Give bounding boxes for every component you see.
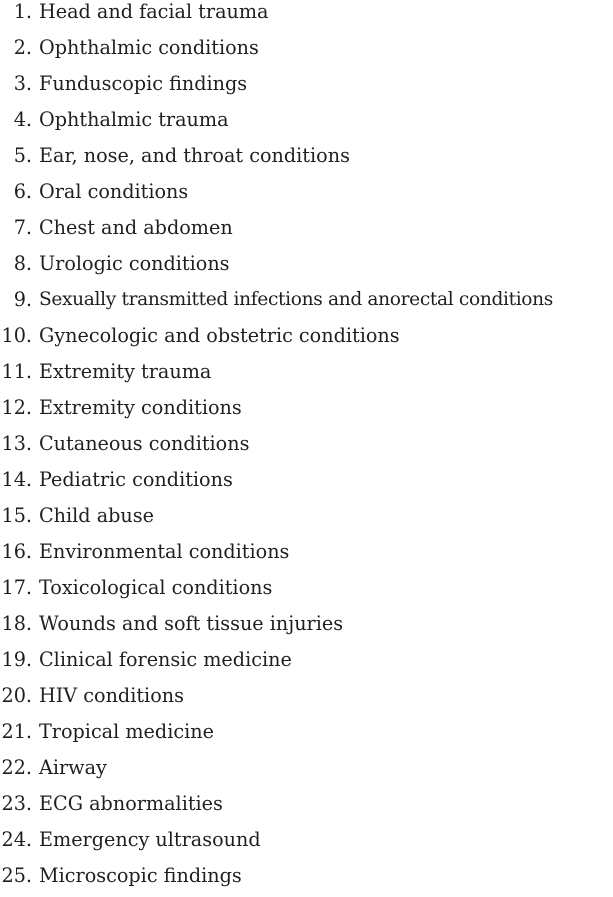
list-item — [0, 678, 613, 714]
list-item — [0, 606, 613, 642]
item-number: 11. — [1, 360, 32, 383]
item-number: 15. — [1, 504, 32, 527]
item-label: ECG abnormalities — [39, 792, 223, 815]
item-label: Urologic conditions — [39, 252, 230, 275]
list-item — [0, 138, 613, 174]
item-number: 18. — [1, 612, 32, 635]
item-number: 2. — [13, 36, 32, 59]
item-label: Oral conditions — [39, 180, 189, 203]
item-number: 5. — [13, 144, 32, 167]
item-label: Tropical medicine — [39, 720, 214, 743]
list-item — [0, 534, 613, 570]
item-label: Wounds and soft tissue injuries — [39, 612, 344, 635]
item-label: Extremity conditions — [39, 396, 242, 419]
item-number: 12. — [1, 396, 32, 419]
list-item — [0, 822, 613, 858]
item-number: 20. — [1, 684, 32, 707]
item-number: 16. — [1, 540, 32, 563]
list-item — [0, 210, 613, 246]
item-label: Extremity trauma — [39, 360, 212, 383]
item-label: Environmental conditions — [39, 540, 290, 563]
item-number: 22. — [1, 756, 32, 779]
list-item — [0, 318, 613, 354]
item-label: Child abuse — [39, 504, 154, 527]
item-number: 1. — [13, 0, 32, 23]
item-label: Airway — [39, 756, 107, 779]
item-label: Ophthalmic trauma — [39, 108, 229, 131]
item-number: 7. — [13, 216, 32, 239]
item-number: 19. — [1, 648, 32, 671]
list-item — [0, 0, 613, 30]
list-item — [0, 786, 613, 822]
list-item — [0, 462, 613, 498]
item-number: 23. — [1, 792, 32, 815]
list-item — [0, 66, 613, 102]
item-label: Chest and abdomen — [39, 216, 233, 239]
item-label: Microscopic findings — [39, 864, 242, 887]
item-number: 4. — [13, 108, 32, 131]
item-label: Clinical forensic medicine — [39, 648, 292, 671]
item-number: 14. — [1, 468, 32, 491]
item-label: Toxicological conditions — [39, 576, 273, 599]
list-item — [0, 426, 613, 462]
item-number: 6. — [13, 180, 32, 203]
item-label: Cutaneous conditions — [39, 432, 250, 455]
item-label: Ophthalmic conditions — [39, 36, 259, 59]
item-number: 21. — [1, 720, 32, 743]
list-item — [0, 642, 613, 678]
list-item — [0, 30, 613, 66]
item-number: 25. — [1, 864, 32, 887]
list-item — [0, 390, 613, 426]
list-item — [0, 354, 613, 390]
item-label: HIV conditions — [39, 684, 184, 707]
item-number: 3. — [13, 72, 32, 95]
list-item — [0, 282, 613, 318]
list-item — [0, 498, 613, 534]
item-number: 9. — [13, 288, 32, 311]
item-label: Funduscopic findings — [39, 72, 248, 95]
list-item — [0, 858, 613, 894]
list-item — [0, 714, 613, 750]
item-number: 17. — [1, 576, 32, 599]
item-label: Sexually transmitted infections and anorectal conditions — [39, 289, 553, 310]
item-label: Ear, nose, and throat conditions — [39, 144, 350, 167]
item-number: 24. — [1, 828, 32, 851]
list-item — [0, 750, 613, 786]
item-label: Head and facial trauma — [39, 0, 269, 23]
list-item — [0, 570, 613, 606]
item-number: 10. — [1, 324, 32, 347]
list-item — [0, 102, 613, 138]
list-item — [0, 174, 613, 210]
item-label: Emergency ultrasound — [39, 828, 261, 851]
item-number: 8. — [13, 252, 32, 275]
list-item — [0, 246, 613, 282]
item-label: Pediatric conditions — [39, 468, 233, 491]
item-label: Gynecologic and obstetric conditions — [39, 324, 400, 347]
item-number: 13. — [1, 432, 32, 455]
